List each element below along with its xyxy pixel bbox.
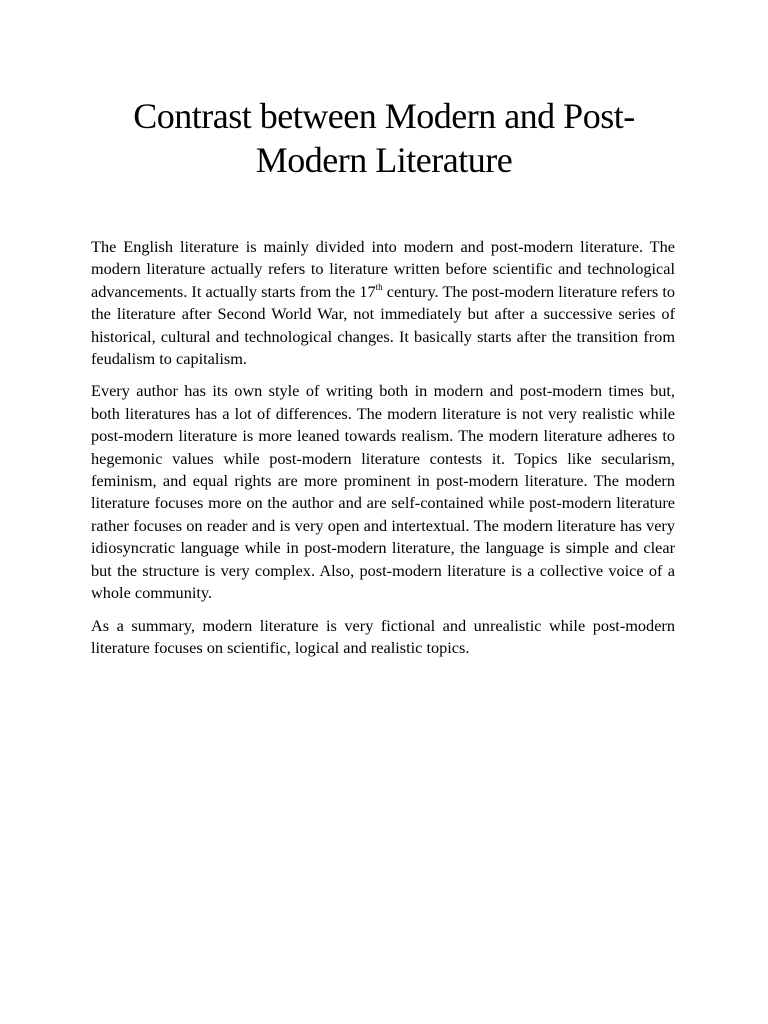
paragraph-intro-text-end: century. The post-modern literature refers to the literature after Second World War, not immediately but after a successive series of historical, cultural and technological changes. It basically starts after the transition from feudalism to capitalism. [91,281,675,369]
ordinal-superscript: th [375,281,383,292]
document-body [91,236,675,669]
document-title: Contrast between Modern and Post-Modern Literature [133,96,635,180]
paragraph-summary: As a summary, modern literature is very fictional and unrealistic while post-modern literature focuses on scientific, logical and realistic topics. [91,615,675,657]
paragraph-differences: Every author has its own style of writing both in modern and post-modern times but, both literatures has a lot of differences. The modern literature is not very realistic while post-modern literature is more leaned towards realism. The modern literature adheres to hegemonic values while post-modern literature contests it. Topics like secularism, feminism, and equal rights are more prominent in post-modern literature. The modern literature focuses more on the author and are self-contained while post-modern literature rather focuses on reader and is very open and intertextual. The modern literature has very idiosyncratic language while in post-modern literature, the language is simple and clear but the structure is very complex. Also, post-modern literature is a collective voice of a whole community. [91,381,675,603]
paragraph-intro [91,236,675,370]
paragraph-intro-text-start: The English literature is mainly divided into modern and post-modern literature. The modern literature actually refers to literature written before scientific and technological advancements. It actually starts from the 17 [91,237,675,301]
